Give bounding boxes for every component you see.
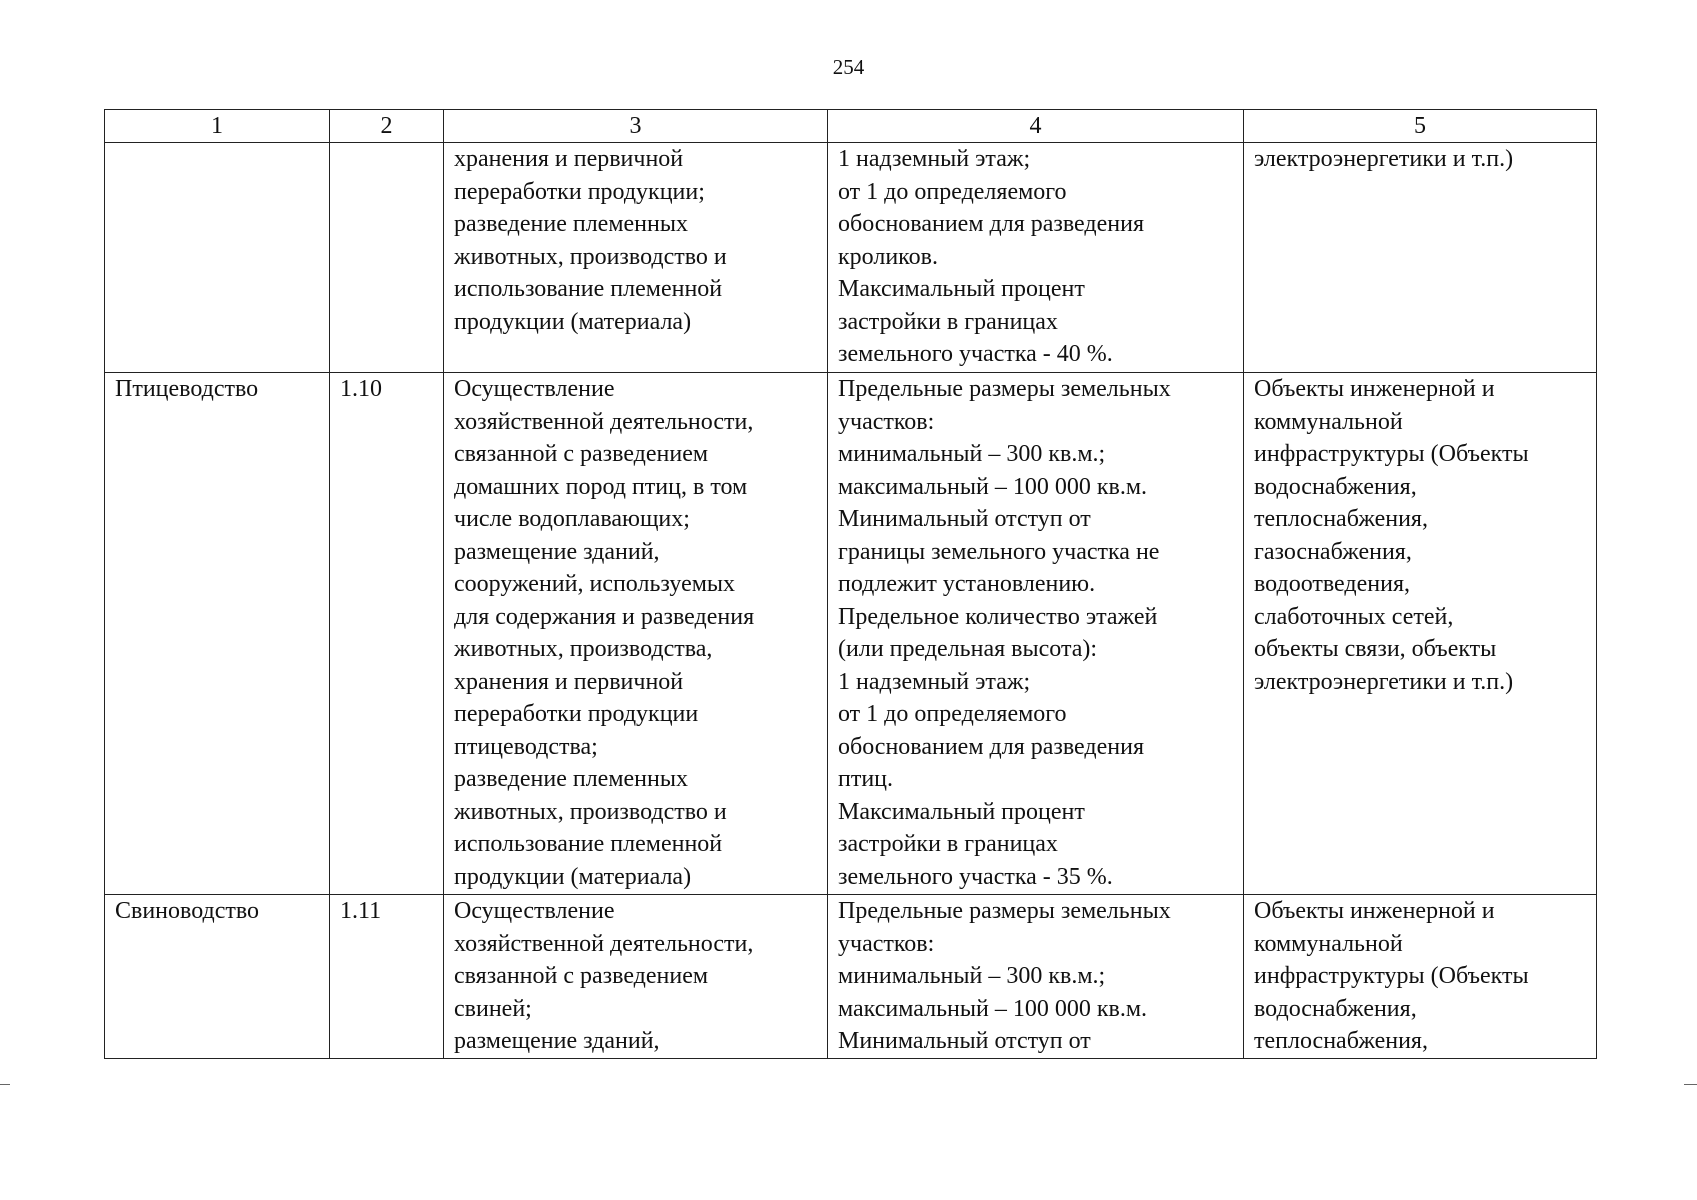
activity-name-cell bbox=[105, 373, 330, 895]
column-header-1: 1 bbox=[105, 110, 330, 143]
auxiliary-uses-cell bbox=[1244, 373, 1597, 895]
activity-code: 1.10 bbox=[340, 376, 382, 402]
parameters-cell bbox=[828, 373, 1244, 895]
parameters-text: Предельные размеры земельных участков: минимальный – 300 кв.м.; максимальный – 100 000 кв.м. Минимальный отступ от bbox=[838, 898, 1171, 1054]
activity-description-cell bbox=[444, 143, 828, 373]
page-number: 254 bbox=[832, 55, 865, 79]
scan-edge-mark bbox=[1684, 1084, 1697, 1085]
column-header-3: 3 bbox=[444, 110, 828, 143]
activity-description-cell bbox=[444, 895, 828, 1059]
auxiliary-uses-cell bbox=[1244, 143, 1597, 373]
table-row bbox=[105, 143, 1597, 373]
scan-edge-mark bbox=[0, 1084, 10, 1085]
activity-code-cell bbox=[330, 143, 444, 373]
column-header-2: 2 bbox=[330, 110, 444, 143]
parameters-cell bbox=[828, 895, 1244, 1059]
parameters-text: 1 надземный этаж; от 1 до определяемого обоснованием для разведения кроликов. Максимальный процент застройки в границах земельного участка - 40 %. bbox=[838, 146, 1144, 367]
activity-description: Осуществление хозяйственной деятельности, связанной с разведением домашних пород птиц, в том числе водоплавающих; размещение зданий, сооружений, используемых для содержания и разведения животных, производства, хранения и первичной переработки продукции птицеводства; разведение племенных животных, производство и использование племенной продукции (материала) bbox=[454, 376, 755, 890]
activity-name: Свиноводство bbox=[115, 898, 260, 924]
activity-code-cell bbox=[330, 895, 444, 1059]
auxiliary-uses-text: Объекты инженерной и коммунальной инфраструктуры (Объекты водоснабжения, теплоснабжения, bbox=[1254, 898, 1529, 1054]
table-header bbox=[105, 110, 1597, 143]
column-header-4: 4 bbox=[828, 110, 1244, 143]
activity-name-cell bbox=[105, 143, 330, 373]
table-row bbox=[105, 895, 1597, 1059]
parameters-cell bbox=[828, 143, 1244, 373]
auxiliary-uses-cell bbox=[1244, 895, 1597, 1059]
activity-name: Птицеводство bbox=[115, 376, 259, 402]
column-header-5: 5 bbox=[1244, 110, 1597, 143]
table-row bbox=[105, 373, 1597, 895]
activity-code: 1.11 bbox=[340, 898, 382, 924]
activity-code-cell bbox=[330, 373, 444, 895]
activity-description: Осуществление хозяйственной деятельности, связанной с разведением свиней; размещение зданий, bbox=[454, 898, 754, 1054]
activity-description: хранения и первичной переработки продукции; разведение племенных животных, производство и использование племенной продукции (материала) bbox=[454, 146, 727, 335]
table-body bbox=[105, 143, 1597, 1059]
activity-name-cell bbox=[105, 895, 330, 1059]
auxiliary-uses-text: электроэнергетики и т.п.) bbox=[1254, 146, 1514, 172]
parameters-text: Предельные размеры земельных участков: минимальный – 300 кв.м.; максимальный – 100 000 кв.м. Минимальный отступ от границы земельного участка не подлежит установлению. Предельное количество этажей (или предельная высота): 1 надземный этаж; от 1 до определяемого обоснованием для разведения птиц. Максимальный процент застройки в границах земельного участка - 35 %. bbox=[838, 376, 1171, 890]
auxiliary-uses-text: Объекты инженерной и коммунальной инфраструктуры (Объекты водоснабжения, теплоснабжения, газоснабжения, водоотведения, слаботочных сетей, объекты связи, объекты электроэнергетики и т.п.) bbox=[1254, 376, 1529, 695]
zoning-table bbox=[104, 109, 1597, 1059]
header-row bbox=[105, 110, 1597, 143]
activity-description-cell bbox=[444, 373, 828, 895]
